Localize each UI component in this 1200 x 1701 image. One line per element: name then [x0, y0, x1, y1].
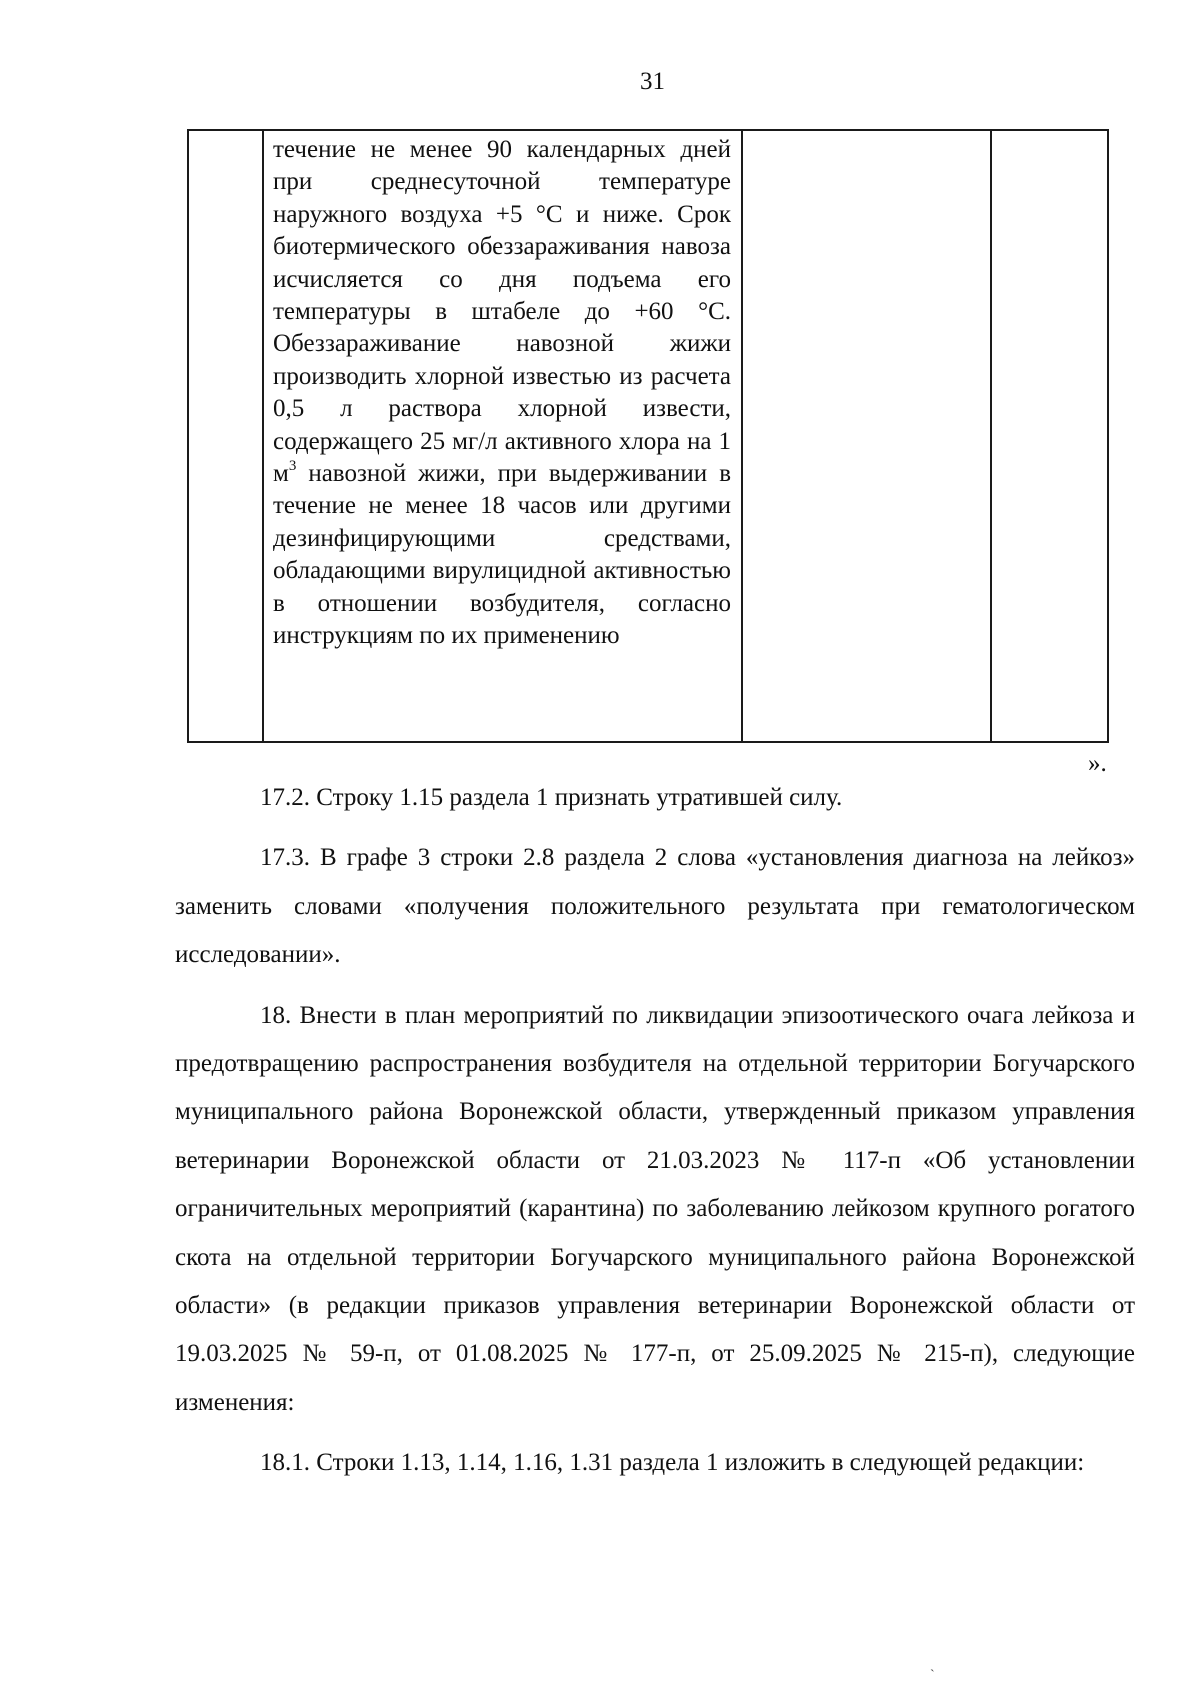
cell-text-main: течение не менее 90 календарных дней при среднесуточной температуре наружного воздуха +5 °С и ниже. Срок биотермического обеззараживания навоза исчисляется со дня подъема его температуры в штабеле до +60 °С. Обеззараживание навозной жижи производить хлорной известью из расчета 0,5 л раствора хлорной извести, содержащего 25 мг/л активного хлора на 1 м [273, 136, 731, 488]
table-cell-measures [263, 130, 742, 742]
table-row [188, 130, 1108, 742]
paragraph-17-2: 17.2. Строку 1.15 раздела 1 признать утратившей силу. [260, 784, 843, 811]
table-cell-responsible [991, 130, 1108, 742]
closing-quote: ». [1088, 750, 1107, 777]
table-cell-number [188, 130, 263, 742]
paragraph-17-3: 17.3. В графе 3 строки 2.8 раздела 2 слова «установления диагноза на лейкоз» заменить словами «получения положительного результата при гематологическом исследовании». [175, 844, 1135, 969]
scan-speck-mark: ˋ [930, 1668, 935, 1683]
document-body [175, 774, 1135, 1500]
table-cell-text [264, 131, 741, 653]
cubic-superscript: 3 [288, 458, 297, 475]
page-number: 31 [640, 68, 665, 95]
paragraph-18: 18. Внести в план мероприятий по ликвидации эпизоотического очага лейкоза и предотвращению распространения возбудителя на отдельной территории Богучарского муниципального района Воронежской области, утвержденный приказом управления ветеринарии Воронежской области от 21.03.2023 № 117-п «Об установлении ограничительных мероприятий (карантина) по заболеванию лейкозом крупного рогатого скота на отдельной территории Богучарского муниципального района Воронежской области» (в редакции приказов управления ветеринарии Воронежской области от 19.03.2025 № 59-п, от 01.08.2025 № 177-п, от 25.09.2025 № 215-п), следующие изменения: [175, 1001, 1135, 1416]
cell-text-rest: навозной жижи, при выдерживании в течение не менее 18 часов или другими дезинфицирующими средствами, обладающими вирулицидной активностью в отношении возбудителя, согласно инструкциям по их применению [273, 460, 731, 650]
table-cell-deadline [742, 130, 991, 742]
continued-table [187, 129, 1109, 743]
paragraph-18-1: 18.1. Строки 1.13, 1.14, 1.16, 1.31 раздела 1 изложить в следующей редакции: [260, 1449, 1085, 1477]
